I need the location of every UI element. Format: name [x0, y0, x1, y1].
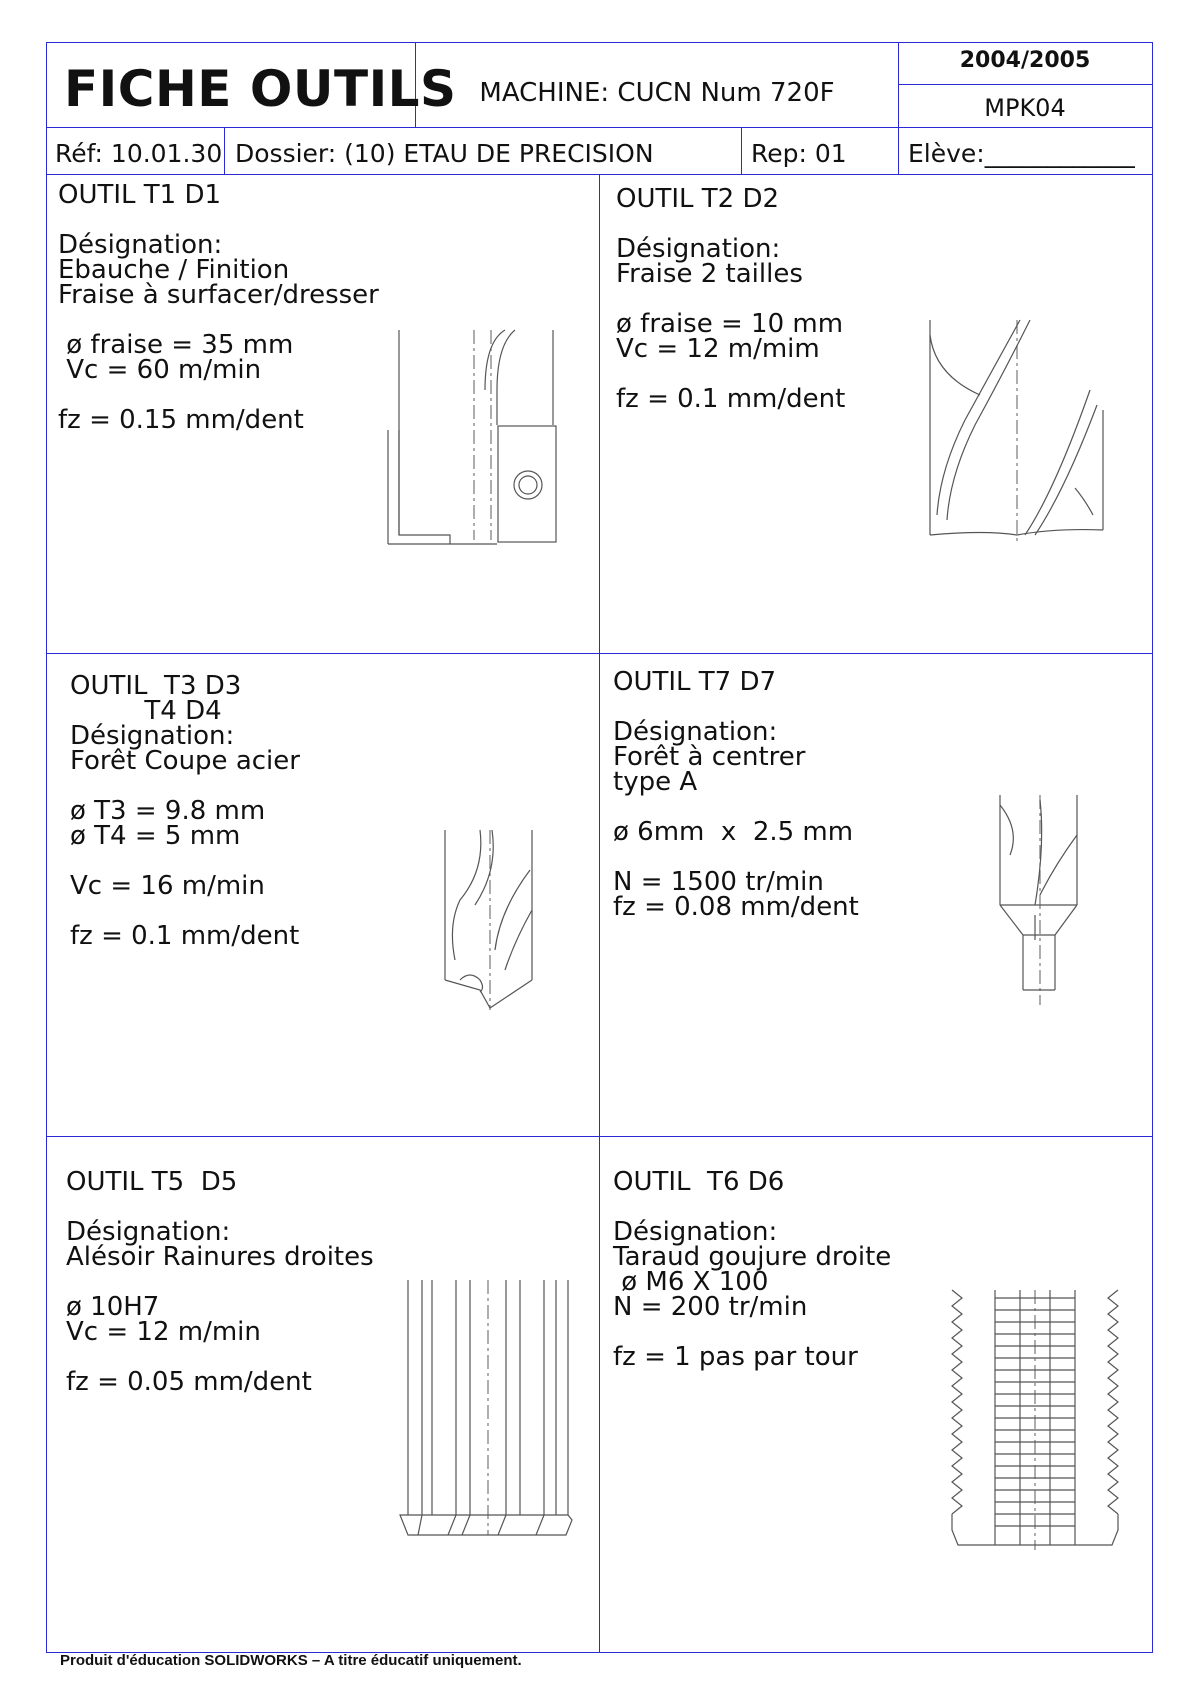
tool-line: OUTIL T3 D3	[70, 671, 242, 701]
tool-line: Désignation:	[616, 234, 781, 264]
tool-line: Désignation:	[70, 721, 235, 751]
tool-line: T4 D4	[70, 696, 222, 726]
tool-line: Taraud goujure droite	[613, 1242, 892, 1272]
tool-line: Alésoir Rainures droites	[66, 1242, 374, 1272]
tool-line: Désignation:	[58, 230, 223, 260]
tool-line: OUTIL T5 D5	[66, 1167, 238, 1197]
tap-icon	[950, 1290, 1130, 1550]
sheet-title: FICHE OUTILS	[64, 60, 457, 118]
tool-line: ø 6mm x 2.5 mm	[613, 817, 854, 847]
tool-line: Fraise 2 tailles	[616, 259, 803, 289]
rep: Rep: 01	[751, 139, 847, 168]
tool-line: OUTIL T6 D6	[613, 1167, 785, 1197]
tool-line: Vc = 12 m/mim	[616, 334, 820, 364]
tool-line: Forêt Coupe acier	[70, 746, 300, 776]
divider	[46, 127, 1153, 128]
tap-thread-right	[1108, 1290, 1118, 1514]
tool-line: OUTIL T1 D1	[58, 180, 222, 210]
divider	[224, 127, 225, 175]
divider	[898, 84, 1153, 85]
tool-line: OUTIL T2 D2	[616, 184, 780, 214]
reamer-icon	[398, 1280, 578, 1540]
tool-line: ø T3 = 9.8 mm	[70, 796, 266, 826]
face-mill-icon	[385, 330, 565, 550]
tool-line: fz = 0.05 mm/dent	[66, 1367, 312, 1397]
tool-line: Désignation:	[613, 1217, 778, 1247]
divider	[741, 127, 742, 175]
school-year: 2004/2005	[959, 48, 1091, 73]
tool-line: Fraise à surfacer/dresser	[58, 280, 379, 310]
tool-line: Forêt à centrer	[613, 742, 806, 772]
tool-cell-t3-t4	[70, 671, 300, 951]
tool-line: Vc = 12 m/min	[66, 1317, 261, 1347]
tool-line: N = 1500 tr/min	[613, 867, 824, 897]
tool-line: Vc = 16 m/min	[70, 871, 265, 901]
tool-line: ø 10H7	[66, 1292, 160, 1322]
tool-cell-t2	[616, 184, 846, 414]
tool-line: Désignation:	[613, 717, 778, 747]
tap-thread-left	[952, 1290, 962, 1514]
tool-line: ø M6 X 100	[613, 1267, 769, 1297]
machine-label: MACHINE: CUCN Num 720F	[479, 78, 835, 108]
part-code: MPK04	[984, 94, 1066, 122]
tool-line: fz = 0.1 mm/dent	[616, 384, 846, 414]
tool-cell-t7	[613, 667, 859, 922]
reference: Réf: 10.01.30	[55, 139, 223, 168]
footer-note: Produit d'éducation SOLIDWORKS – A titre éducatif uniquement.	[60, 1652, 522, 1669]
tool-line: Vc = 60 m/min	[58, 355, 262, 385]
student-field: Elève:____________	[908, 139, 1135, 168]
center-drill-icon	[995, 795, 1085, 1005]
tool-line: Désignation:	[66, 1217, 231, 1247]
tool-line: N = 200 tr/min	[613, 1292, 808, 1322]
divider	[599, 174, 600, 1653]
tool-line: OUTIL T7 D7	[613, 667, 777, 697]
end-mill-icon	[925, 320, 1110, 550]
tool-line: ø T4 = 5 mm	[70, 821, 241, 851]
tool-cell-t1	[58, 180, 379, 435]
dossier: Dossier: (10) ETAU DE PRECISION	[235, 139, 654, 168]
tool-cell-t5	[66, 1167, 374, 1397]
tool-line: type A	[613, 767, 698, 797]
tool-line: fz = 0.1 mm/dent	[70, 921, 300, 951]
tool-cell-t6	[613, 1167, 892, 1372]
tool-line: fz = 0.08 mm/dent	[613, 892, 859, 922]
tool-line: fz = 0.15 mm/dent	[58, 405, 304, 435]
twist-drill-icon	[440, 830, 540, 1015]
tool-line: Ebauche / Finition	[58, 255, 290, 285]
tool-line: ø fraise = 10 mm	[616, 309, 844, 339]
tool-line: ø fraise = 35 mm	[58, 330, 294, 360]
tool-line: fz = 1 pas par tour	[613, 1342, 858, 1372]
